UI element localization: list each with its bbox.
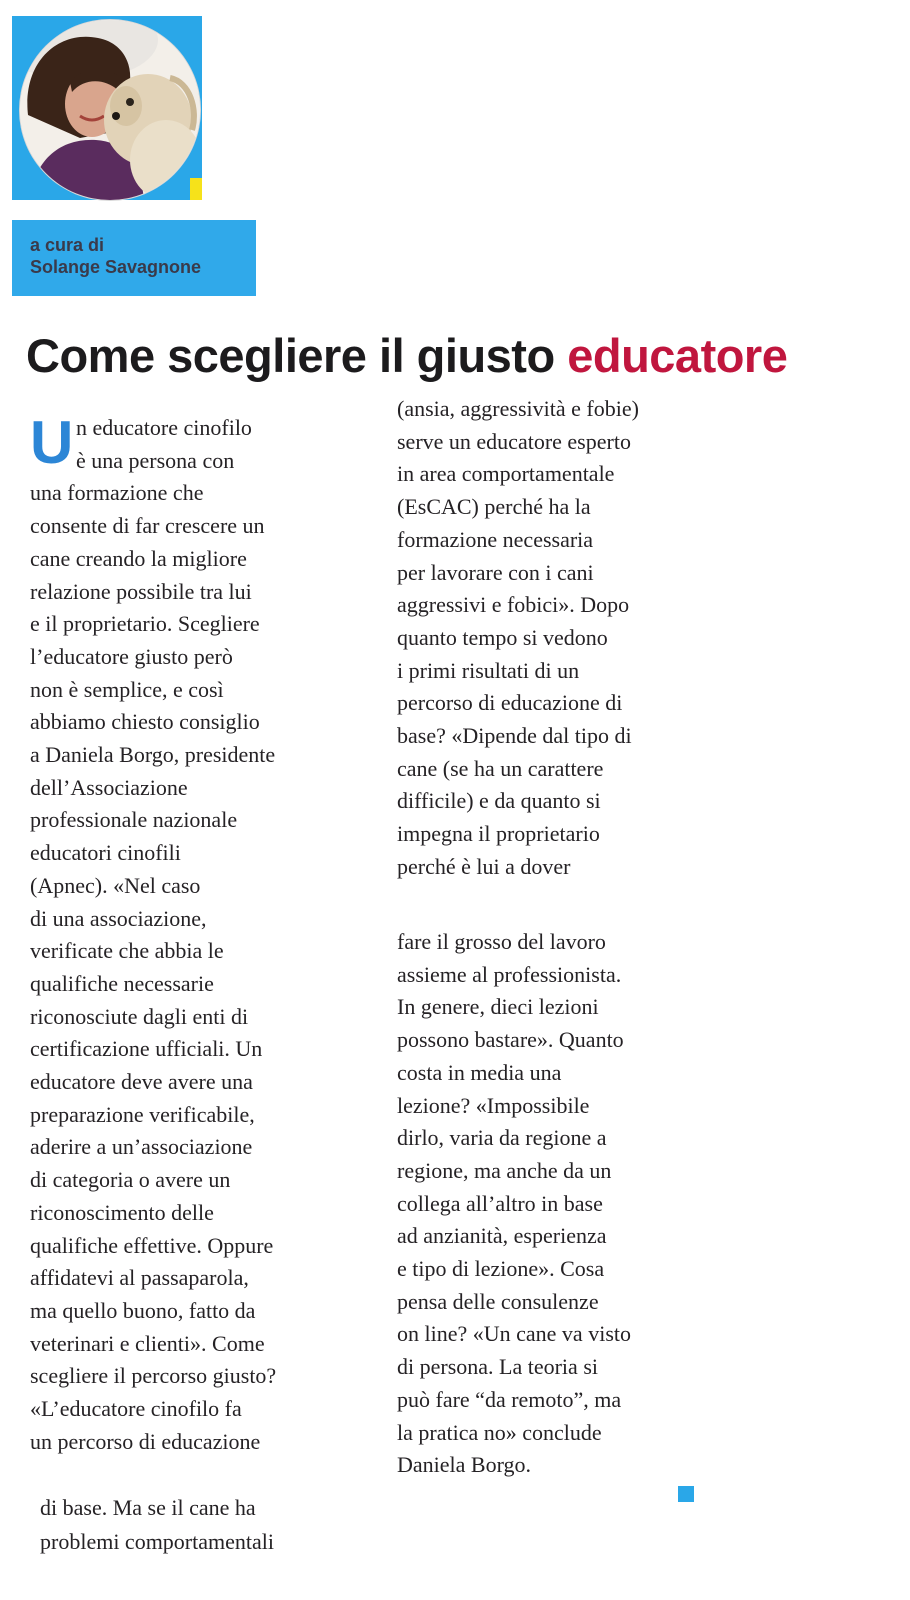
byline-author: Solange Savagnone (30, 257, 202, 277)
yellow-stripe (190, 178, 202, 200)
headline-main: Come scegliere il giusto (26, 329, 555, 382)
author-portrait (20, 20, 200, 200)
headline-accent: educatore (567, 329, 788, 382)
byline-box (12, 220, 256, 296)
byline-label: a cura di (30, 235, 105, 255)
article-column-2-top: (ansia, aggressività e fobie) serve un educatore esperto in area comportamentale (EsCAC) perché ha la formazione necessaria per lavorare con i cani aggressivi e fobici». Dopo quanto tempo si vedono i primi risultati di un percorso di educazione di base? «Dipende dal tipo di cane (se ha un carattere difficile) e da quanto si impegna il proprietario perché è lui a dover (397, 396, 639, 879)
article-headline (26, 326, 787, 386)
article-column-2-bottom: fare il grosso del lavoro assieme al professionista. In genere, dieci lezioni possono bastare». Quanto costa in media una lezione? «Impossibile dirlo, varia da regione a regione, ma anche da un collega all’altro in base ad anzianità, esperienza e tipo di lezione». Cosa pensa delle consulenze on line? «Un cane va visto di persona. La teoria si può fare “da remoto”, ma la pratica no» conclude Daniela Borgo. (397, 929, 631, 1478)
end-of-article-mark (678, 1486, 694, 1502)
article-column-1 (30, 409, 350, 1459)
col1-opening-lines: n educatore cinofilo è una persona con (76, 415, 252, 473)
drop-cap: U (30, 409, 74, 476)
col1-body: una formazione che consente di far crescere un cane creando la migliore relazione possibile tra lui e il proprietario. Scegliere l’educatore giusto però non è semplice, e così abbiamo chiesto consiglio a Daniela Borgo, presidente dell’Associazione professionale nazionale educatori cinofili (Apnec). «Nel caso di una associazione, verificate che abbia le qualifiche necessarie riconosciute dagli enti di certificazione ufficiali. Un educatore deve avere una preparazione verificabile, aderire a un’associazione di categoria o avere un riconoscimento delle qualifiche effettive. Oppure affidatevi al passaparola, ma quello buono, fatto da veterinari e clienti». Come scegliere il percorso giusto? «L’educatore cinofilo fa un percorso di educazione (30, 480, 277, 1454)
article-column-1-continued: di base. Ma se il cane ha problemi comportamentali (40, 1495, 274, 1554)
